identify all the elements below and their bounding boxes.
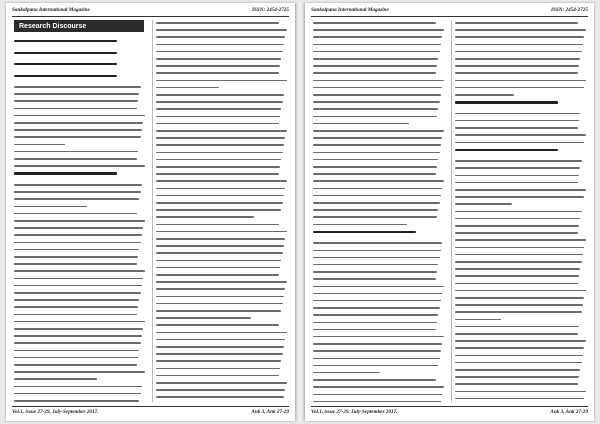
text-line	[156, 267, 280, 269]
text-line	[156, 353, 283, 355]
text-line	[14, 191, 141, 193]
text-line	[455, 51, 582, 53]
text-line	[14, 263, 137, 265]
text-line	[455, 175, 579, 177]
text-line	[455, 391, 586, 393]
column-divider	[152, 20, 153, 402]
text-line	[313, 94, 441, 96]
text-line	[313, 286, 444, 288]
text-line	[455, 376, 579, 378]
text-line	[156, 396, 284, 398]
text-line	[14, 306, 138, 308]
running-foot	[311, 409, 588, 419]
text-line	[455, 261, 582, 263]
issue-info: Ank 3, Ank 27-29	[550, 409, 588, 415]
text-line	[455, 142, 584, 144]
text-line	[313, 180, 444, 182]
section-badge	[14, 20, 144, 32]
text-line	[313, 209, 438, 211]
text-line	[313, 36, 442, 38]
text-line	[156, 29, 287, 31]
text-line	[455, 22, 578, 24]
text-line	[14, 234, 142, 236]
text-line	[455, 127, 578, 129]
volume-info: Vol.1, issue 27-29, July-September 2017.	[12, 409, 99, 415]
text-line	[14, 129, 142, 131]
column-divider	[451, 20, 452, 402]
text-line	[156, 288, 285, 290]
text-line	[156, 116, 280, 118]
text-line	[455, 304, 583, 306]
text-line	[14, 350, 139, 352]
text-line	[455, 196, 584, 198]
text-line	[14, 93, 139, 95]
text-line	[14, 342, 141, 344]
text-line	[313, 202, 440, 204]
text-line	[455, 189, 586, 191]
text-line	[156, 144, 284, 146]
page-gutter	[295, 3, 305, 421]
text-line	[14, 364, 137, 366]
text-line	[156, 360, 281, 362]
text-line	[156, 375, 279, 377]
text-line	[14, 86, 141, 88]
running-foot	[12, 409, 289, 419]
text-line	[313, 108, 438, 110]
text-line	[14, 249, 139, 251]
text-line	[455, 120, 579, 122]
text-line	[156, 274, 279, 276]
text-line	[455, 113, 580, 115]
volume-info: Vol.1, issue 27-29, July-September 2017.	[311, 409, 398, 415]
text-line	[156, 195, 284, 197]
text-line	[156, 22, 279, 24]
text-line	[156, 137, 285, 139]
subheading-line	[455, 101, 558, 103]
subheading-line	[14, 172, 117, 174]
text-line	[313, 87, 442, 89]
text-line	[14, 314, 137, 316]
text-line	[156, 101, 283, 103]
subheading-line	[313, 231, 416, 233]
text-line	[313, 44, 441, 46]
text-line	[14, 100, 138, 102]
text-line	[14, 136, 141, 138]
text-line	[455, 254, 583, 256]
text-line	[313, 242, 442, 244]
text-line	[14, 335, 142, 337]
text-line	[455, 275, 579, 277]
text-line	[455, 94, 514, 96]
text-line	[156, 108, 281, 110]
text-line	[156, 260, 281, 262]
text-line	[156, 36, 285, 38]
text-line	[455, 29, 586, 31]
text-line	[156, 324, 279, 326]
subheading-line	[14, 52, 117, 54]
text-line	[313, 188, 442, 190]
text-line	[455, 225, 579, 227]
text-line	[455, 297, 584, 299]
text-line	[14, 165, 145, 167]
text-line	[156, 123, 279, 125]
text-line	[313, 195, 441, 197]
text-line	[14, 256, 138, 258]
text-line	[455, 167, 580, 169]
text-line	[156, 245, 284, 247]
text-line	[455, 72, 578, 74]
text-line	[156, 87, 219, 89]
left-page	[6, 3, 295, 421]
text-line	[313, 166, 437, 168]
header-rule	[311, 16, 588, 17]
text-line	[14, 115, 145, 117]
text-line	[156, 368, 280, 370]
text-line	[313, 159, 438, 161]
text-line	[156, 180, 287, 182]
text-line	[455, 283, 578, 285]
text-line	[14, 400, 139, 402]
text-line	[14, 220, 145, 222]
text-line	[156, 303, 283, 305]
text-line	[156, 389, 285, 391]
text-line	[313, 22, 436, 24]
text-line	[455, 80, 586, 82]
text-line	[455, 203, 512, 205]
text-line	[313, 216, 437, 218]
text-line	[156, 224, 279, 226]
body-text-column	[455, 20, 587, 403]
text-line	[14, 371, 145, 373]
text-line	[14, 278, 143, 280]
text-line	[313, 394, 442, 396]
text-line	[156, 44, 284, 46]
text-line	[455, 369, 580, 371]
text-line	[156, 382, 287, 384]
text-line	[313, 144, 441, 146]
footer-rule	[311, 406, 588, 407]
text-line	[455, 182, 578, 184]
text-line	[313, 130, 444, 132]
text-line	[156, 130, 287, 132]
text-line	[313, 250, 441, 252]
article-title-column	[14, 36, 146, 403]
text-line	[14, 321, 145, 323]
text-line	[156, 332, 287, 334]
text-line	[455, 355, 583, 357]
text-line	[455, 326, 579, 328]
text-line	[313, 101, 440, 103]
text-line	[313, 173, 436, 175]
text-line	[455, 340, 586, 342]
text-line	[455, 311, 582, 313]
text-line	[455, 290, 586, 292]
text-line	[455, 232, 578, 234]
text-line	[455, 36, 584, 38]
text-line	[14, 285, 142, 287]
text-line	[455, 134, 586, 136]
text-line	[14, 328, 143, 330]
text-line	[156, 346, 284, 348]
text-line	[455, 239, 586, 241]
text-line	[156, 80, 287, 82]
text-line	[14, 122, 143, 124]
text-line	[156, 231, 287, 233]
text-line	[313, 137, 442, 139]
footer-rule	[12, 406, 289, 407]
text-line	[14, 158, 137, 160]
text-line	[455, 319, 501, 321]
text-line	[313, 300, 441, 302]
text-line	[455, 383, 578, 385]
text-line	[313, 372, 380, 374]
text-line	[14, 144, 65, 146]
subheading-line	[14, 40, 117, 42]
text-line	[156, 310, 281, 312]
text-line	[14, 292, 141, 294]
text-line	[313, 271, 437, 273]
text-line	[156, 252, 283, 254]
text-line	[156, 188, 285, 190]
text-line	[156, 339, 285, 341]
text-line	[156, 317, 251, 319]
text-line	[313, 58, 438, 60]
text-line	[14, 206, 87, 208]
text-line	[14, 393, 141, 395]
text-line	[313, 51, 440, 53]
text-line	[313, 379, 436, 381]
text-line	[313, 278, 436, 280]
text-line	[455, 347, 584, 349]
text-line	[313, 329, 436, 331]
issn-number: ISSN: 2454-2725	[251, 7, 289, 13]
text-line	[455, 362, 582, 364]
text-line	[156, 202, 283, 204]
text-line	[156, 65, 280, 67]
text-line	[313, 116, 437, 118]
journal-name: Sankalpana International Magazine	[12, 7, 90, 13]
text-line	[455, 218, 580, 220]
text-line	[156, 173, 279, 175]
text-line	[156, 152, 283, 154]
text-line	[14, 184, 142, 186]
text-line	[156, 72, 279, 74]
text-line	[14, 270, 145, 272]
issue-info: Ank 3, Ank 27-29	[251, 409, 289, 415]
text-line	[313, 123, 409, 125]
text-line	[156, 159, 281, 161]
text-line	[313, 224, 407, 226]
text-line	[313, 29, 444, 31]
body-text-column	[313, 20, 445, 403]
journal-name: Sankalpana International Magazine	[311, 7, 389, 13]
text-line	[455, 268, 580, 270]
text-line	[14, 151, 138, 153]
text-line	[14, 378, 97, 380]
text-line	[14, 108, 137, 110]
text-line	[14, 198, 139, 200]
text-line	[313, 72, 436, 74]
text-line	[313, 80, 444, 82]
text-line	[313, 314, 438, 316]
text-line	[156, 281, 287, 283]
text-line	[14, 357, 138, 359]
text-line	[313, 257, 440, 259]
text-line	[313, 152, 440, 154]
text-line	[313, 386, 444, 388]
text-line	[313, 336, 444, 338]
text-line	[455, 333, 578, 335]
text-line	[455, 87, 584, 89]
text-line	[156, 216, 254, 218]
text-line	[156, 209, 281, 211]
text-line	[156, 296, 284, 298]
text-line	[14, 213, 137, 215]
text-line	[156, 238, 285, 240]
text-line	[313, 365, 438, 367]
text-line	[313, 264, 438, 266]
text-line	[156, 166, 280, 168]
text-line	[313, 358, 440, 360]
text-line	[313, 343, 442, 345]
text-line	[313, 293, 442, 295]
subheading-line	[455, 149, 558, 151]
section-badge-label: Research Discourse	[19, 22, 87, 30]
text-line	[455, 65, 579, 67]
text-line	[156, 94, 284, 96]
text-line	[14, 242, 141, 244]
text-line	[14, 227, 143, 229]
issn-number: ISSN: 2454-2725	[550, 7, 588, 13]
text-line	[455, 211, 582, 213]
text-line	[313, 307, 440, 309]
subheading-line	[14, 75, 117, 77]
text-line	[455, 247, 584, 249]
text-line	[313, 401, 441, 403]
text-line	[313, 322, 437, 324]
text-line	[14, 386, 142, 388]
header-rule	[12, 16, 289, 17]
text-line	[156, 51, 283, 53]
text-line	[156, 58, 281, 60]
body-text-column	[156, 20, 288, 403]
subheading-line	[14, 63, 117, 65]
text-line	[14, 299, 139, 301]
text-line	[455, 160, 582, 162]
text-line	[455, 44, 583, 46]
text-line	[313, 350, 441, 352]
text-line	[455, 398, 584, 400]
text-line	[313, 65, 437, 67]
text-line	[455, 58, 580, 60]
right-page	[305, 3, 594, 421]
